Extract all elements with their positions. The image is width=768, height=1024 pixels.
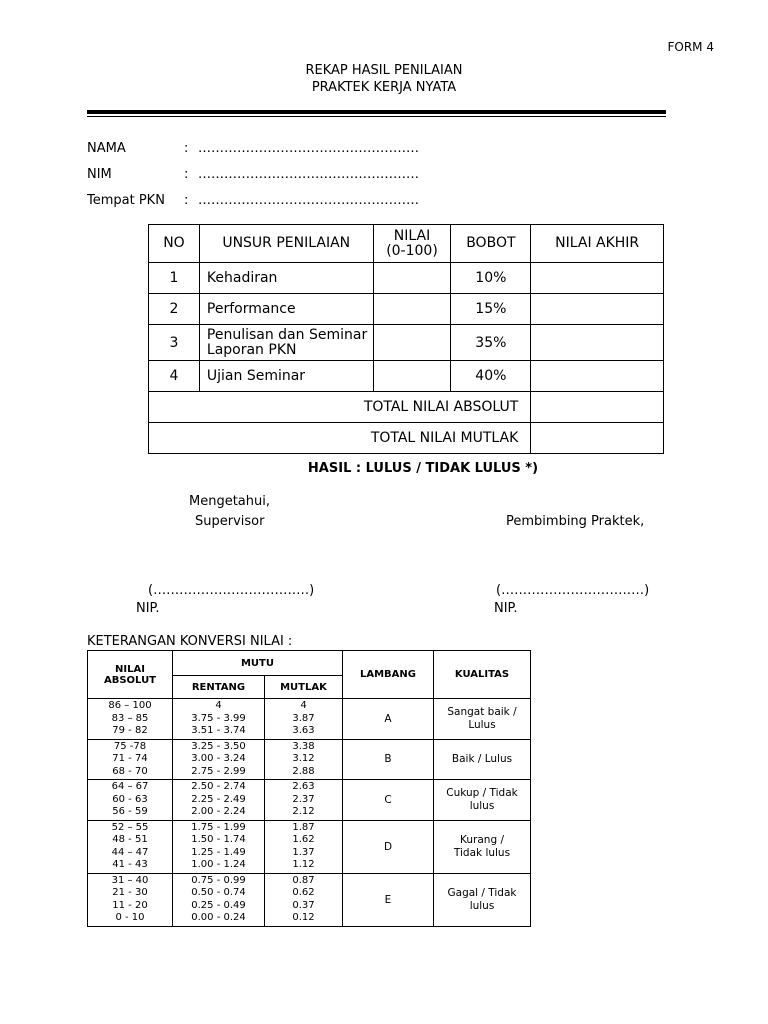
col-header-lambang: LAMBANG [343,651,434,699]
mutlak-value: 2.63 [292,781,315,792]
rentang-value: 1.50 - 1.74 [191,834,246,845]
mutlak-value: 2.88 [292,765,315,777]
rentang-cell [173,739,265,780]
field-blank[interactable]: …………………………………………… [198,193,419,208]
total-mutlak-label: TOTAL NILAI MUTLAK [149,423,531,454]
mutlak-value: 1.87 [292,821,315,833]
mutlak-value: 2.37 [292,793,315,805]
mutlak-value: 0.37 [292,899,315,911]
mutlak-cell [265,699,343,740]
mutlak-value: 0.12 [292,912,315,923]
rentang-value: 3.51 - 3.74 [191,725,246,736]
mutlak-value: 1.37 [292,846,315,858]
col-header-kualitas: KUALITAS [434,651,531,699]
absolut-cell [88,820,173,873]
rentang-cell [173,873,265,926]
total-mutlak-row [149,423,664,454]
mutlak-cell [265,820,343,873]
absolut-value: 0 - 10 [115,912,145,923]
sign-left-name-blank[interactable]: (………………………………) [148,583,315,598]
identity-row-nim [87,167,419,182]
kualitas-line2: Lulus [468,718,496,731]
field-separator: : [184,141,189,156]
conversion-group-c [88,780,531,821]
row-akhir-cell[interactable] [531,263,664,294]
document-subtitle: PRAKTEK KERJA NYATA [311,80,457,95]
col-header-unsur: UNSUR PENILAIAN [199,225,373,263]
absolut-value: 11 - 20 [112,899,148,911]
kualitas-line1: Kurang / [460,833,504,846]
rentang-value: 3.00 - 3.24 [191,753,246,764]
row-no: 4 [149,361,200,392]
rentang-value: 2.25 - 2.49 [191,793,246,805]
sign-right-nip: NIP. [494,601,518,616]
absolut-value: 86 – 100 [108,700,152,711]
absolut-cell [88,699,173,740]
kualitas-line2: Tidak lulus [453,846,511,859]
rentang-value: 0.75 - 0.99 [191,874,246,886]
kualitas-cell [434,873,531,926]
row-unsur: Performance [199,294,373,325]
document-title: REKAP HASIL PENILAIAN [305,63,463,78]
rentang-value: 1.00 - 1.24 [191,859,246,870]
conversion-table [87,650,531,927]
kualitas-line1: Cukup / Tidak [446,786,518,799]
absolut-value: 79 - 82 [112,725,148,736]
table-row [149,325,664,361]
field-separator: : [184,167,189,182]
row-bobot: 35% [451,325,531,361]
lambang-cell: C [343,780,434,821]
absolut-value: 60 - 63 [112,793,148,805]
row-unsur: Ujian Seminar [199,361,373,392]
rentang-value: 1.25 - 1.49 [191,846,246,858]
absolut-value: 75 -78 [113,740,147,752]
mutlak-value: 3.12 [292,753,315,764]
rentang-value: 0.25 - 0.49 [191,899,246,911]
header-rule-thick [87,110,666,114]
col-header-bobot: BOBOT [451,225,531,263]
kualitas-line2: lulus [469,899,495,912]
mutlak-value: 3.63 [292,725,315,736]
rentang-value: 2.00 - 2.24 [191,806,246,817]
rentang-value: 3.25 - 3.50 [191,740,246,752]
mutlak-cell [265,780,343,821]
rentang-cell [173,780,265,821]
sign-left-nip: NIP. [136,601,160,616]
conversion-group-b [88,739,531,780]
total-absolut-row [149,392,664,423]
table-row [149,263,664,294]
kualitas-line1: Gagal / Tidak [447,886,517,899]
assessment-table [148,224,664,454]
table-row [149,294,664,325]
absolut-value: 44 – 47 [111,846,149,858]
col-header-mutu: MUTU [173,651,343,676]
col-header-no: NO [149,225,200,263]
rentang-cell [173,820,265,873]
absolut-value: 41 - 43 [112,859,148,870]
conversion-group-e [88,873,531,926]
lambang-cell: A [343,699,434,740]
absolut-value: 68 - 70 [112,765,148,777]
row-no: 3 [149,325,200,361]
row-akhir-cell[interactable] [531,325,664,361]
header-rule-thin [87,116,666,117]
row-bobot: 40% [451,361,531,392]
mutlak-value: 3.38 [292,740,315,752]
row-unsur: Kehadiran [199,263,373,294]
sign-left-heading: Mengetahui, [189,494,270,509]
mutlak-value: 0.87 [292,874,315,886]
total-absolut-cell[interactable] [531,392,664,423]
conversion-group-d [88,820,531,873]
kualitas-cell [434,699,531,740]
absolut-value: 64 – 67 [111,781,149,792]
absolut-value: 71 - 74 [112,753,148,764]
sign-left-role: Supervisor [195,514,265,529]
row-nilai-cell[interactable] [373,294,451,325]
identity-row-tempat-pkn [87,193,419,208]
conversion-header-row [88,651,531,676]
kualitas-cell: Baik / Lulus [434,739,531,780]
hasil-statement: HASIL : LULUS / TIDAK LULUS *) [307,461,539,476]
row-no: 1 [149,263,200,294]
row-nilai-cell[interactable] [373,325,451,361]
absolut-value: 52 – 55 [111,821,149,833]
rentang-value: 0.50 - 0.74 [191,887,246,898]
sign-right-role: Pembimbing Praktek, [506,514,645,529]
nilai-header-line2: (0-100) [386,242,438,259]
table-row [149,361,664,392]
lambang-cell: B [343,739,434,780]
unsur-line2: Laporan PKN [206,341,297,358]
rentang-value: 0.00 - 0.24 [191,912,246,923]
nilai-header-line1: NILAI [393,227,431,244]
table-header-row [149,225,664,263]
sign-right-name-blank[interactable]: (……………………………) [496,583,650,598]
identity-row-nama [87,141,419,156]
rentang-cell [173,699,265,740]
kualitas-cell [434,780,531,821]
field-blank[interactable]: …………………………………………… [198,167,419,182]
kualitas-line2: lulus [469,799,495,812]
field-blank[interactable]: …………………………………………… [198,141,419,156]
total-mutlak-cell[interactable] [531,423,664,454]
col-header-rentang: RENTANG [173,676,265,699]
absolut-value: 48 - 51 [112,834,148,845]
absolut-value: 56 - 59 [112,806,148,817]
row-bobot: 10% [451,263,531,294]
rentang-value: 3.75 - 3.99 [191,712,246,724]
conversion-title: KETERANGAN KONVERSI NILAI : [87,634,293,649]
mutlak-value: 3.87 [292,712,315,724]
field-label: Tempat PKN [87,193,165,208]
mutlak-value: 2.12 [292,806,315,817]
mutlak-value: 0.62 [292,887,315,898]
mutlak-value: 4 [300,700,307,711]
absolut-cell [88,780,173,821]
absolut-cell [88,739,173,780]
mutlak-value: 1.12 [292,859,315,870]
kualitas-cell [434,820,531,873]
form-code: FORM 4 [667,40,714,54]
absolut-value: 31 – 40 [111,874,149,886]
col-header-nilai [373,225,451,263]
col-header-akhir: NILAI AKHIR [531,225,664,263]
row-nilai-cell[interactable] [373,263,451,294]
conversion-group-a [88,699,531,740]
row-nilai-cell[interactable] [373,361,451,392]
mutlak-cell [265,739,343,780]
absolut-cell [88,873,173,926]
absolut-value: 83 – 85 [111,712,149,724]
lambang-cell: E [343,873,434,926]
field-label: NIM [87,167,112,182]
col-header-nilai-absolut [88,651,173,699]
row-bobot: 15% [451,294,531,325]
mutlak-cell [265,873,343,926]
total-absolut-label: TOTAL NILAI ABSOLUT [149,392,531,423]
nilai-absolut-line1: NILAI [115,663,145,675]
field-label: NAMA [87,141,126,156]
row-unsur [199,325,373,361]
mutlak-value: 1.62 [292,834,315,845]
absolut-value: 21 - 30 [112,887,148,898]
rentang-value: 4 [215,700,222,711]
row-no: 2 [149,294,200,325]
rentang-value: 2.75 - 2.99 [191,765,246,777]
unsur-line1: Penulisan dan Seminar [206,326,368,343]
lambang-cell: D [343,820,434,873]
kualitas-line1: Sangat baik / [447,705,517,718]
rentang-value: 1.75 - 1.99 [191,821,246,833]
col-header-mutlak: MUTLAK [265,676,343,699]
field-separator: : [184,193,189,208]
row-akhir-cell[interactable] [531,294,664,325]
row-akhir-cell[interactable] [531,361,664,392]
rentang-value: 2.50 - 2.74 [191,781,246,792]
nilai-absolut-line2: ABSOLUT [103,674,157,686]
